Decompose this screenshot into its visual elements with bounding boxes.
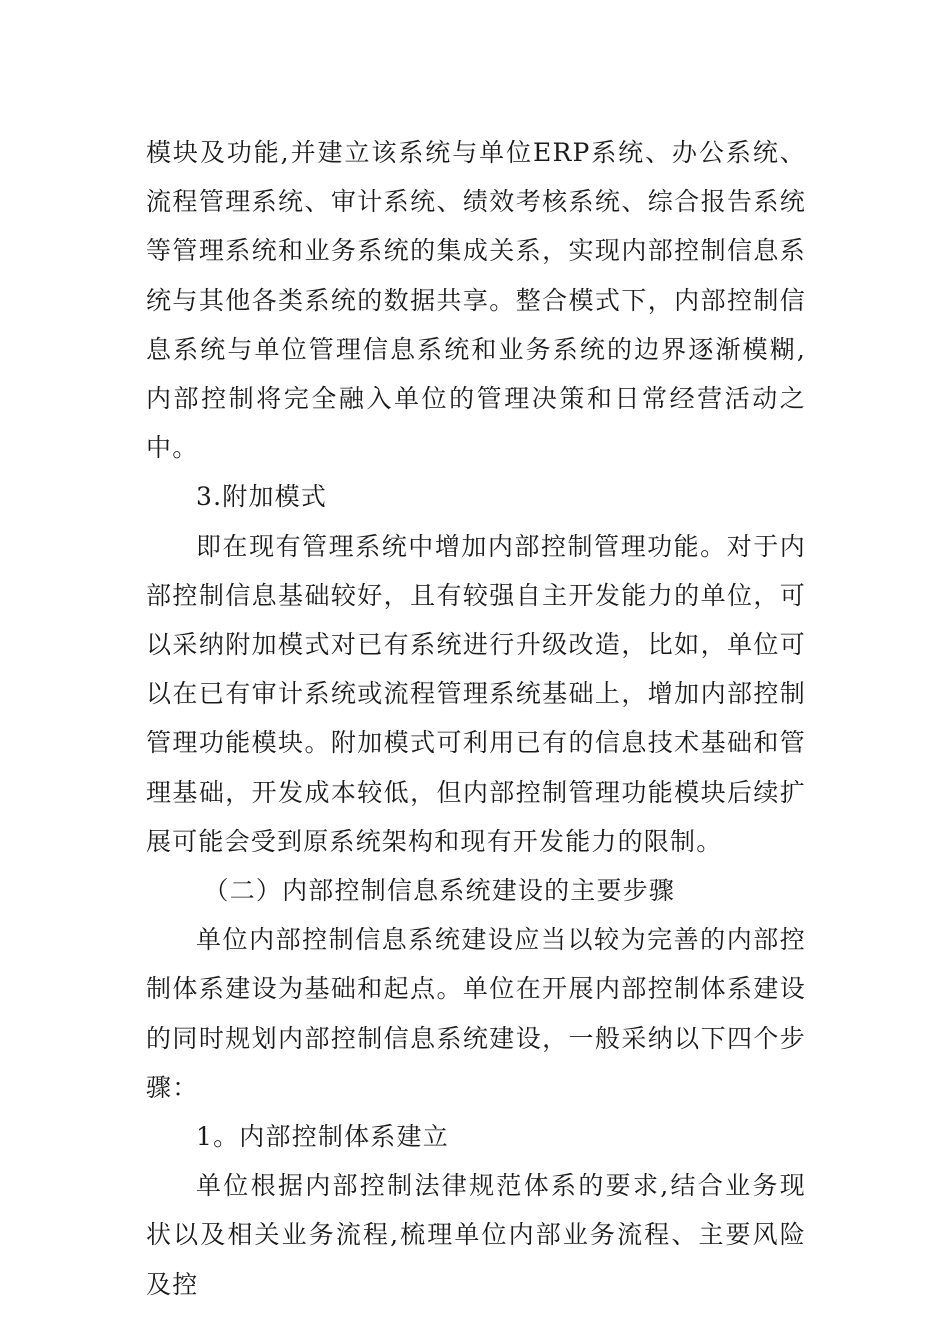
para-step-one: 单位根据内部控制法律规范体系的要求,结合业务现状以及相关业务流程,梳理单位内部业务流程、主要风险及控 <box>146 1171 806 1299</box>
para-main-steps: 单位内部控制信息系统建设应当以较为完善的内部控制体系建设为基础和起点。单位在开展内部控制体系建设的同时规划内部控制信息系统建设，一般采纳以下四个步骤： <box>146 925 806 1102</box>
para-integration-mode-continued: 模块及功能,并建立该系统与单位ERP系统、办公系统、流程管理系统、审计系统、绩效考核系统、综合报告系统等管理系统和业务系统的集成关系，实现内部控制信息系统与其他各类系统的数据共享。整合模式下，内部控制信息系统与单位管理信息系统和业务系统的边界逐渐模糊,内部控制将完全融入单位的管理决策和日常经营活动之中。 <box>146 138 806 463</box>
heading-step-one: 1。内部控制体系建立 <box>196 1122 449 1152</box>
heading-additional-mode: 3.附加模式 <box>196 482 328 512</box>
heading-section-two: （二）内部控制信息系统建设的主要步骤 <box>203 876 676 906</box>
para-additional-mode: 即在现有管理系统中增加内部控制管理功能。对于内部控制信息基础较好，且有较强自主开发能力的单位，可以采纳附加模式对已有系统进行升级改造，比如，单位可以在已有审计系统或流程管理系统基础上，增加内部控制管理功能模块。附加模式可利用已有的信息技术基础和管理基础，开发成本较低，但内部控制管理功能模块后续扩展可能会受到原系统架构和现有开发能力的限制。 <box>146 531 806 856</box>
document-body <box>146 128 806 1309</box>
